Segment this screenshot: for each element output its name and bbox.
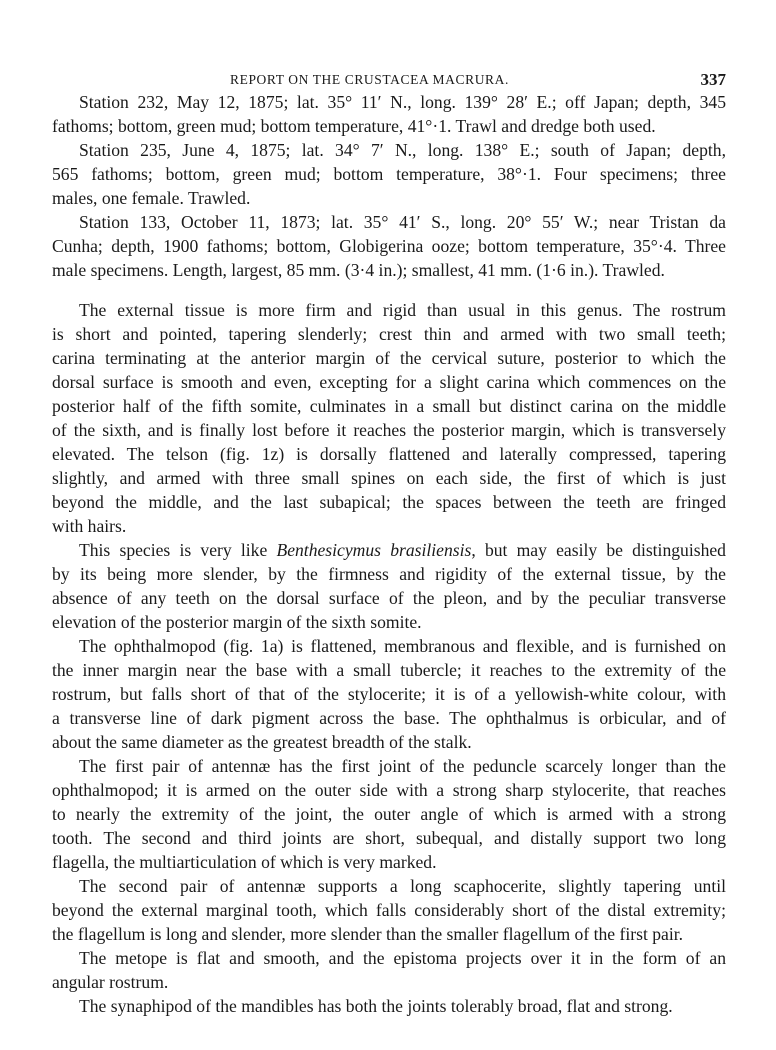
paragraph xyxy=(52,634,726,754)
text-line: to nearly the extremity of the joint, the outer angle of which is armed with a strong xyxy=(52,804,726,824)
running-head-title: REPORT ON THE CRUSTACEA MACRURA. xyxy=(230,72,509,87)
text-line: The ophthalmopod (fig. 1a) is flattened, membranous and flexible, and is furnished on xyxy=(79,636,726,656)
text-line: beyond the external marginal tooth, which falls considerably short of the distal extremity; xyxy=(52,900,726,920)
text-line: males, one female. Trawled. xyxy=(52,188,251,208)
text-line: the flagellum is long and slender, more slender than the smaller flagellum of the first pair. xyxy=(52,924,684,944)
text-line: angular rostrum. xyxy=(52,972,169,992)
text-line: by its being more slender, by the firmness and rigidity of the external tissue, by the xyxy=(52,564,726,584)
paragraph xyxy=(52,994,726,1018)
text-line: rostrum, but falls short of that of the stylocerite; it is of a yellowish-white colour, with xyxy=(52,684,726,704)
text-line: ophthalmopod; it is armed on the outer side with a strong sharp stylocerite, that reaches xyxy=(52,780,726,800)
paragraph xyxy=(52,754,726,874)
text-line: flagella, the multiarticulation of which is very marked. xyxy=(52,852,437,872)
text-line: This species is very like Benthesicymus brasiliensis, but may easily be distinguished xyxy=(79,540,726,560)
text-line: absence of any teeth on the dorsal surface of the pleon, and by the peculiar transverse xyxy=(52,588,726,608)
text-line: dorsal surface is smooth and even, excepting for a slight carina which commences on the xyxy=(52,372,726,392)
section-gap xyxy=(52,282,726,298)
station-records xyxy=(52,90,726,282)
text-line: The second pair of antennæ supports a long scaphocerite, slightly tapering until xyxy=(79,876,726,896)
page-number: 337 xyxy=(700,70,726,89)
text-line: The metope is flat and smooth, and the epistoma projects over it in the form of an xyxy=(79,948,726,968)
text-line: a transverse line of dark pigment across the base. The ophthalmus is orbicular, and of xyxy=(52,708,726,728)
body-text xyxy=(52,90,726,1018)
description-paragraphs xyxy=(52,298,726,1018)
text-line: The external tissue is more firm and rigid than usual in this genus. The rostrum xyxy=(79,300,726,320)
text-line: 565 fathoms; bottom, green mud; bottom temperature, 38°·1. Four specimens; three xyxy=(52,164,726,184)
text-line: of the sixth, and is finally lost before it reaches the posterior margin, which is transversely xyxy=(52,420,726,440)
paragraph xyxy=(52,946,726,994)
text-line: male specimens. Length, largest, 85 mm. (3·4 in.); smallest, 41 mm. (1·6 in.). Trawled. xyxy=(52,260,665,280)
station-record xyxy=(52,90,726,138)
text-line: Station 235, June 4, 1875; lat. 34° 7′ N., long. 138° E.; south of Japan; depth, xyxy=(79,140,726,160)
text-line: elevated. The telson (fig. 1z) is dorsally flattened and laterally compressed, tapering xyxy=(52,444,726,464)
text-line: Station 232, May 12, 1875; lat. 35° 11′ N., long. 139° 28′ E.; off Japan; depth, 345 xyxy=(79,92,726,112)
paragraph xyxy=(52,298,726,538)
text-line: Cunha; depth, 1900 fathoms; bottom, Globigerina ooze; bottom temperature, 35°·4. Three xyxy=(52,236,726,256)
text-line: elevation of the posterior margin of the sixth somite. xyxy=(52,612,422,632)
italic-taxon-name: Benthesicymus brasiliensis xyxy=(276,540,472,560)
text-line: carina terminating at the anterior margin of the cervical suture, posterior to which the xyxy=(52,348,726,368)
paragraph xyxy=(52,874,726,946)
text-line: with hairs. xyxy=(52,516,127,536)
text-line: fathoms; bottom, green mud; bottom temperature, 41°·1. Trawl and dredge both used. xyxy=(52,116,656,136)
text-line: Station 133, October 11, 1873; lat. 35° 41′ S., long. 20° 55′ W.; near Tristan da xyxy=(79,212,726,232)
text-line: tooth. The second and third joints are short, subequal, and distally support two long xyxy=(52,828,726,848)
station-record xyxy=(52,138,726,210)
station-record xyxy=(52,210,726,282)
text-line: about the same diameter as the greatest breadth of the stalk. xyxy=(52,732,472,752)
paragraph xyxy=(52,538,726,634)
text-line: is short and pointed, tapering slenderly; crest thin and armed with two small teeth; xyxy=(52,324,726,344)
text-line: the inner margin near the base with a small tubercle; it reaches to the extremity of the xyxy=(52,660,726,680)
text-line: slightly, and armed with three small spines on each side, the first of which is just xyxy=(52,468,726,488)
text-line: posterior half of the fifth somite, culminates in a small but distinct carina on the middle xyxy=(52,396,726,416)
text-line: beyond the middle, and the last subapical; the spaces between the teeth are fringed xyxy=(52,492,726,512)
running-head xyxy=(230,70,726,92)
text-line: The synaphipod of the mandibles has both the joints tolerably broad, flat and strong. xyxy=(79,996,673,1016)
text-line: The first pair of antennæ has the first joint of the peduncle scarcely longer than the xyxy=(79,756,726,776)
